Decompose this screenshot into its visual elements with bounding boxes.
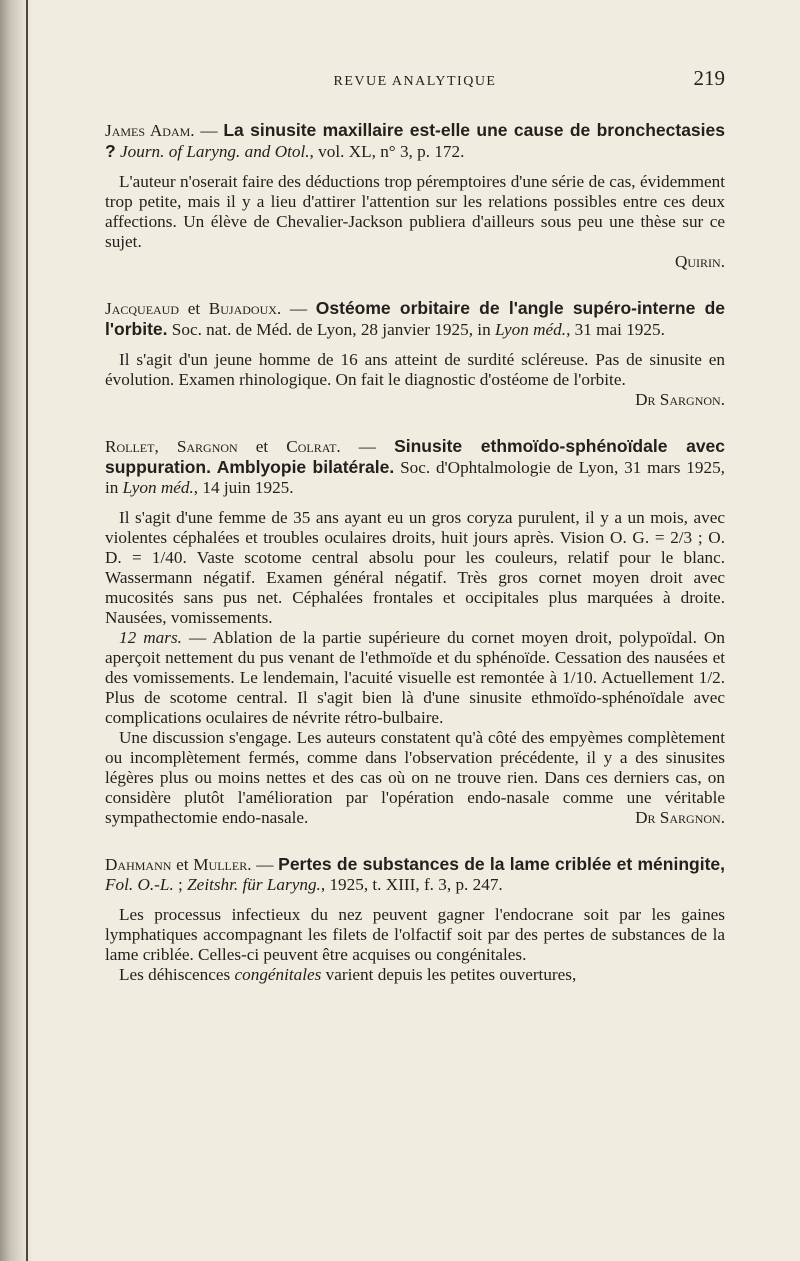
abstract-paragraph: 12 mars. — Ablation de la partie supérieure du cornet moyen droit, polypoïdal. On aperçoit nettement du pus venant de l'ethmoïde et du sphénoïde. Cessation des nausées et des vomissements. Le lendemain, l'acuité visuelle est remontée à 1/10. Actuellement 1/2. Plus de scotome central. Il s'agit bien là d'une sinusite ethmoïdo-sphénoïdale avec complications oculaires de névrite rétro-bulbaire.	[105, 628, 725, 727]
reviewer-signature: Quirin.	[674, 252, 725, 271]
abstract-body	[105, 350, 725, 409]
authors: Colrat.	[286, 437, 341, 456]
citation-details: , 14 juin 1925.	[193, 478, 294, 497]
date-label: 12 mars.	[119, 628, 182, 647]
abstract-paragraph: Il s'agit d'un jeune homme de 16 ans atteint de surdité scléreuse. Pas de sinusite en évolution. Examen rhinologique. On fait le diagnostic d'ostéome de l'orbite. Dr Sargnon.	[105, 350, 725, 409]
authors: Jacqueaud	[105, 299, 180, 318]
abstract-entry	[105, 854, 725, 985]
citation: Jacqueaud et Bujadoux. — Ostéome orbitaire de l'angle supéro-interne de l'orbite. Soc. nat. de Méd. de Lyon, 28 janvier 1925, in Lyon méd., 31 mai 1925.	[105, 298, 725, 339]
citation-details: , 31 mai 1925.	[566, 320, 665, 339]
journal-page	[105, 60, 725, 1011]
article-title: Sinusite ethmoïdo-sphénoïdale avec suppuration. Amblyopie bilatérale.	[105, 436, 726, 477]
abstract-entry	[105, 298, 725, 410]
running-header	[105, 60, 725, 90]
book-spine-shadow	[0, 0, 34, 1261]
journal-name: Journ. of Laryng. and Otol.	[120, 142, 310, 161]
abstract-paragraph: Les déhiscences congénitales varient depuis les petites ouvertures,	[119, 965, 577, 984]
abstract-body	[105, 508, 725, 828]
journal-name: Lyon méd.	[494, 320, 567, 339]
journal-name: Zeitshr. für Laryng.	[187, 875, 321, 894]
citation-details: , vol. XL, n° 3, p. 172.	[309, 142, 465, 161]
citation: Rollet, Sargnon et Colrat. — Sinusite ethmoïdo-sphénoïdale avec suppuration. Amblyopie bilatérale. Soc. d'Ophtalmologie de Lyon, 31 mars 1925, in Lyon méd., 14 juin 1925.	[105, 436, 726, 497]
abstract-entry	[105, 120, 725, 272]
reviewer-signature: Dr Sargnon.	[635, 390, 725, 409]
page-number: 219	[693, 66, 725, 90]
abstract-body	[105, 172, 725, 252]
citation: James Adam. — La sinusite maxillaire est-elle une cause de bronchectasies ? Journ. of Laryng. and Otol., vol. XL, n° 3, p. 172.	[105, 120, 725, 161]
abstract-entry	[105, 436, 725, 828]
abstract-paragraph: Une discussion s'engage. Les auteurs constatent qu'à côté des empyèmes complètement ou incomplètement fermés, comme dans l'observation précédente, il y a des sinusites légères plus ou moins nettes et des cas où on ne trouve rien. Dans ces derniers cas, on considère plutôt l'amélioration par l'opération endo-nasale comme une véritable sympathectomie endo-nasale. Dr Sargnon.	[105, 728, 725, 827]
authors: Muller.	[193, 855, 252, 874]
authors: James Adam.	[105, 121, 195, 140]
abstract-paragraph: Il s'agit d'une femme de 35 ans ayant eu un gros coryza purulent, il y a un mois, avec violentes céphalées et troubles oculaires droits, huit jours après. Vision O. G. = 2/3 ; O. D. = 1/40. Vaste scotome central absolu pour les couleurs, relatif pour le blanc. Wassermann négatif. Examen général négatif. Très gros cornet moyen droit avec mucosités sans pus net. Céphalées frontales et occipitales plus marquées à droite. Nausées, vomissements.	[105, 508, 725, 627]
authors: Bujadoux.	[208, 299, 282, 318]
authors: Rollet, Sargnon	[105, 437, 238, 456]
authors: Dahmann	[105, 855, 172, 874]
article-title: La sinusite maxillaire est-elle une cause de bronchectasies ?	[105, 120, 725, 161]
journal-name: Fol. O.-L.	[105, 875, 174, 894]
abstract-body	[105, 905, 725, 985]
abstract-paragraph: L'auteur n'oserait faire des déductions trop péremptoires d'une série de cas, évidemment trop petite, mais il y a lieu d'attirer l'attention sur les relations possibles entre ces deux affections. Un élève de Chevalier-Jackson publiera d'ailleurs sous peu une thèse sur ce sujet.	[105, 172, 725, 251]
binding-edge	[26, 0, 28, 1261]
journal-name: Lyon méd.	[122, 478, 194, 497]
citation: Dahmann et Muller. — Pertes de substances de la lame criblée et méningite, Fol. O.-L. ; Zeitshr. für Laryng., 1925, t. XIII, f. 3, p. 247.	[105, 854, 726, 894]
article-title: Ostéome orbitaire de l'angle supéro-interne de l'orbite.	[105, 298, 725, 339]
reviewer-signature: Dr Sargnon.	[635, 808, 725, 827]
article-title: Pertes de substances de la lame criblée et méningite,	[278, 854, 726, 874]
citation-details: , 1925, t. XIII, f. 3, p. 247.	[320, 875, 503, 894]
running-title: REVUE ANALYTIQUE	[333, 74, 497, 89]
abstract-paragraph: Les processus infectieux du nez peuvent gagner l'endocrane soit par les gaines lymphatiques accompagnant les filets de l'olfactif soit par des pertes de substances de la lame criblée. Celles-ci peuvent être acquises ou congénitales.	[105, 905, 725, 964]
